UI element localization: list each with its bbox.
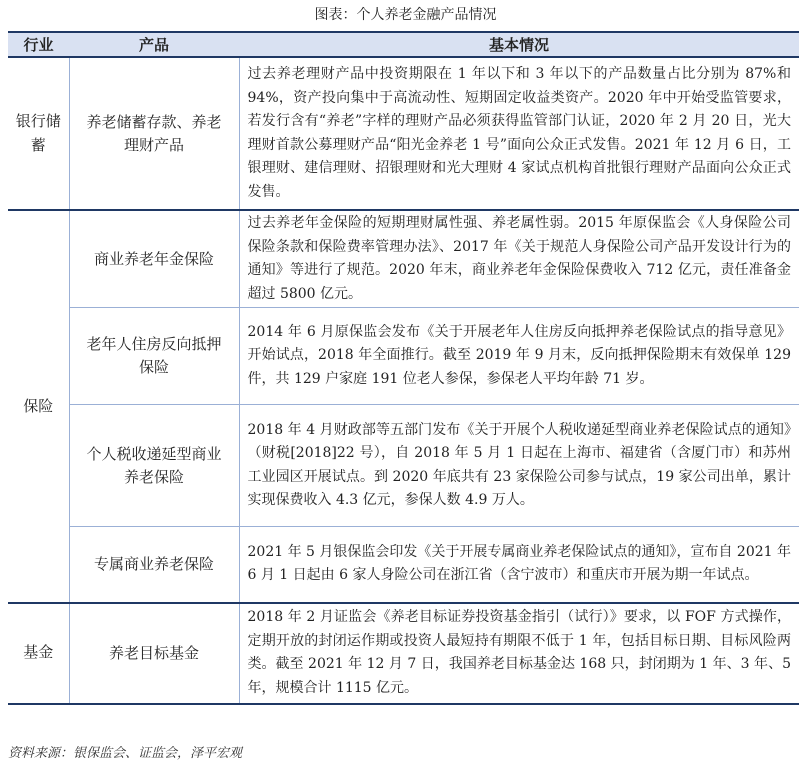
situation-cell: 2021 年 5 月银保监会印发《关于开展专属商业养老保险试点的通知》，宣布自 2021 年 6 月 1 日起由 6 家人身险公司在浙江省（含宁波市）和重庆市开展为期一年试点。: [239, 527, 799, 603]
table-row: [8, 308, 799, 405]
pension-products-table: [8, 31, 799, 705]
product-cell: 个人税收递延型商业养老保险: [69, 405, 239, 527]
situation-cell: 2018 年 2 月证监会《养老目标证券投资基金指引（试行）》要求，以 FOF 方式操作，定期开放的封闭运作期或投资人最短持有期限不低于 1 年，包括目标日期、目标风险两类。截至 2021 年 12 月 7 日，我国养老目标基金达 168 只，封闭期为 1 年、3 年、5 年，规模合计 1115 亿元。: [239, 603, 799, 704]
product-cell: 商业养老年金保险: [69, 210, 239, 308]
product-cell: 老年人住房反向抵押保险: [69, 308, 239, 405]
situation-cell: 2018 年 4 月财政部等五部门发布《关于开展个人税收递延型商业养老保险试点的通知》（财税[2018]22 号），自 2018 年 5 月 1 日起在上海市、福建省（含厦门市）和苏州工业园区开展试点。到 2020 年底共有 23 家保险公司参与试点，19 家公司出单，累计实现保费收入 4.3 亿元，参保人数 4.9 万人。: [239, 405, 799, 527]
table-row: [8, 603, 799, 704]
header-situation: 基本情况: [239, 32, 799, 57]
table-title: 图表：个人养老金融产品情况: [314, 7, 497, 23]
header-product: 产品: [69, 32, 239, 57]
industry-cell: 银行储蓄: [8, 57, 69, 210]
table-row: [8, 57, 799, 210]
product-cell: 专属商业养老保险: [69, 527, 239, 603]
header-row: [8, 32, 799, 57]
product-cell: 养老储蓄存款、养老理财产品: [69, 57, 239, 210]
table-row: [8, 210, 799, 308]
header-industry: 行业: [8, 32, 69, 57]
industry-cell: 基金: [8, 603, 69, 704]
situation-cell: 过去养老理财产品中投资期限在 1 年以下和 3 年以下的产品数量占比分别为 87%和 94%，资产投向集中于高流动性、短期固定收益类资产。2020 年中开始受监管要求，若发行含有“养老”字样的理财产品必须获得监管部门认证，2020 年 2 月 20 日，光大理财首款公募理财产品“阳光金养老 1 号”面向公众正式发售。2021 年 12 月 6 日，工银理财、建信理财、招银理财和光大理财 4 家试点机构首批银行理财产品面向公众正式发售。: [239, 57, 799, 210]
table-row: [8, 405, 799, 527]
product-cell: 养老目标基金: [69, 603, 239, 704]
table-row: [8, 527, 799, 603]
source-note: 资料来源：银保监会、证监会，泽平宏观: [8, 746, 243, 761]
situation-cell: 过去养老年金保险的短期理财属性强、养老属性弱。2015 年原保监会《人身保险公司保险条款和保险费率管理办法》、2017 年《关于规范人身保险公司产品开发设计行为的通知》等进行了规范。2020 年末，商业养老年金保险保费收入 712 亿元，责任准备金超过 5800 亿元。: [239, 210, 799, 308]
industry-cell: 保险: [8, 210, 69, 603]
situation-cell: 2014 年 6 月原保监会发布《关于开展老年人住房反向抵押养老保险试点的指导意见》开始试点，2018 年全面推行。截至 2019 年 9 月末，反向抵押保险期末有效保单 129 件，共 129 户家庭 191 位老人参保，参保老人平均年龄 71 岁。: [239, 308, 799, 405]
